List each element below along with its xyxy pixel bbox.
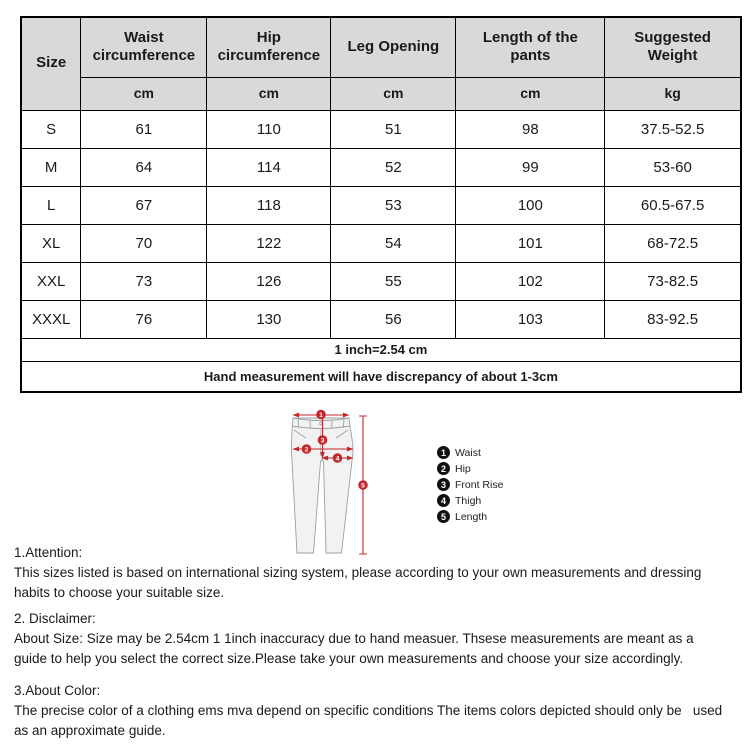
hip-value: 114	[207, 148, 331, 186]
table-row	[21, 148, 741, 186]
pants-measurement-diagram	[283, 402, 373, 560]
waist-value: 70	[81, 224, 207, 262]
about-color-section	[14, 681, 726, 740]
waist-value: 76	[81, 300, 207, 338]
table-row	[21, 110, 741, 148]
hip-value: 122	[207, 224, 331, 262]
hip-value: 118	[207, 186, 331, 224]
waist-value: 73	[81, 262, 207, 300]
legend-badge-1: 1	[437, 446, 450, 459]
table-row	[21, 300, 741, 338]
length-value: 100	[456, 186, 605, 224]
size-label: M	[21, 148, 81, 186]
badge-5-number: 5	[361, 482, 365, 490]
leg-opening-value: 55	[331, 262, 456, 300]
hip-value: 130	[207, 300, 331, 338]
waist-value: 67	[81, 186, 207, 224]
weight-value: 37.5-52.5	[605, 110, 741, 148]
length-value: 98	[456, 110, 605, 148]
legend-item-length	[437, 510, 503, 523]
legend-item-hip	[437, 462, 503, 475]
col-header-length: Length of the pants	[456, 17, 605, 77]
unit-weight: kg	[605, 77, 741, 110]
unit-leg-opening: cm	[331, 77, 456, 110]
weight-value: 83-92.5	[605, 300, 741, 338]
legend-item-waist	[437, 446, 503, 459]
unit-hip: cm	[207, 77, 331, 110]
size-label: XL	[21, 224, 81, 262]
col-header-leg-opening: Leg Opening	[331, 17, 456, 77]
hand-measurement-note: Hand measurement will have discrepancy of about 1-3cm	[21, 361, 741, 392]
badge-4-number: 4	[335, 455, 340, 463]
table-row	[21, 262, 741, 300]
size-label: XXXL	[21, 300, 81, 338]
legend-badge-5: 5	[437, 510, 450, 523]
length-value: 102	[456, 262, 605, 300]
about-color-body: The precise color of a clothing ems mva depend on specific conditions The items colors depicted should only be used as an approximate guide.	[14, 703, 726, 738]
legend-label-length: Length	[455, 510, 488, 523]
legend-label-front-rise: Front Rise	[455, 478, 504, 491]
legend-item-front-rise	[437, 478, 503, 491]
arrowhead	[344, 413, 349, 416]
col-header-hip: Hip circumference	[207, 17, 331, 77]
about-color-heading: 3.About Color:	[14, 683, 101, 698]
leg-opening-value: 51	[331, 110, 456, 148]
disclaimer-section	[14, 609, 726, 668]
size-label: XXL	[21, 262, 81, 300]
legend-badge-4: 4	[437, 494, 450, 507]
table-footnote-row	[21, 338, 741, 361]
waist-value: 64	[81, 148, 207, 186]
legend-badge-2: 2	[437, 462, 450, 475]
legend-item-thigh	[437, 494, 503, 507]
table-row	[21, 224, 741, 262]
col-header-size: Size	[21, 17, 81, 110]
size-label: S	[21, 110, 81, 148]
badge-1-number: 1	[319, 412, 323, 419]
attention-body: This sizes listed is based on international sizing system, please according to your own measurements and dressing habits to choose your suitable size.	[14, 565, 706, 600]
disclaimer-body: About Size: Size may be 2.54cm 1 1inch inaccuracy due to hand measuer. Thsese measurements are meant as a guide to help you select the correct size.Please take your own measurements and choose your size accordingly.	[14, 631, 698, 666]
waist-value: 61	[81, 110, 207, 148]
disclaimer-heading: 2. Disclaimer:	[14, 611, 96, 626]
leg-opening-value: 53	[331, 186, 456, 224]
leg-opening-value: 52	[331, 148, 456, 186]
measurement-legend	[437, 446, 503, 526]
weight-value: 53-60	[605, 148, 741, 186]
length-value: 99	[456, 148, 605, 186]
table-header-row	[21, 17, 741, 77]
inch-conversion-note: 1 inch=2.54 cm	[21, 338, 741, 361]
weight-value: 73-82.5	[605, 262, 741, 300]
weight-value: 60.5-67.5	[605, 186, 741, 224]
unit-waist: cm	[81, 77, 207, 110]
legend-badge-3: 3	[437, 478, 450, 491]
leg-opening-value: 56	[331, 300, 456, 338]
hip-value: 126	[207, 262, 331, 300]
table-row	[21, 186, 741, 224]
badge-2-number: 2	[304, 446, 309, 454]
size-label: L	[21, 186, 81, 224]
unit-length: cm	[456, 77, 605, 110]
size-chart-table	[20, 16, 742, 393]
table-footnote-row	[21, 361, 741, 392]
length-value: 101	[456, 224, 605, 262]
length-value: 103	[456, 300, 605, 338]
attention-heading: 1.Attention:	[14, 545, 83, 560]
weight-value: 68-72.5	[605, 224, 741, 262]
legend-label-thigh: Thigh	[455, 494, 482, 507]
arrowhead	[294, 413, 299, 416]
table-unit-row	[21, 77, 741, 110]
col-header-weight: Suggested Weight	[605, 17, 741, 77]
badge-3-number: 3	[320, 437, 325, 445]
legend-label-hip: Hip	[455, 462, 471, 475]
col-header-waist: Waist circumference	[81, 17, 207, 77]
attention-section	[14, 543, 726, 602]
hip-value: 110	[207, 110, 331, 148]
legend-label-waist: Waist	[455, 446, 481, 459]
leg-opening-value: 54	[331, 224, 456, 262]
